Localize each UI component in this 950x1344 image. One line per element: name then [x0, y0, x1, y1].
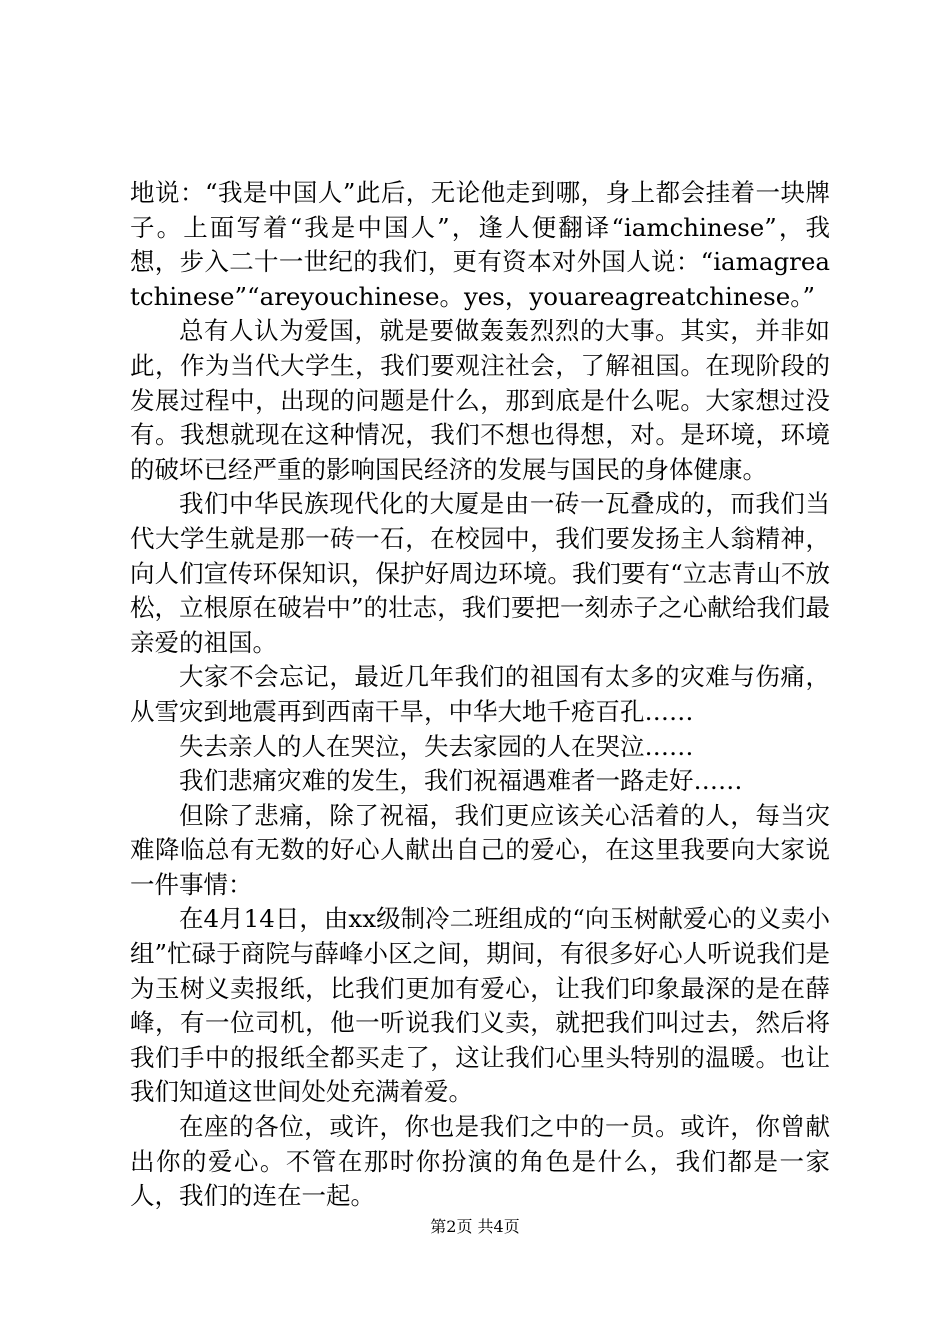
page-number-footer: 第2页 共4页: [430, 1217, 520, 1236]
paragraph: 大家不会忘记，最近几年我们的祖国有太多的灾难与伤痛，从雪灾到地震再到西南干旱，中华大地千疮百孔……: [130, 662, 830, 726]
paragraph: 在4月14日，由xx级制冷二班组成的“向玉树献爱心的义卖小组”忙碌于商院与薛峰小区之间，期间，有很多好心人听说我们是为玉树义卖报纸，比我们更加有爱心，让我们印象最深的是在薛峰，有一位司机，他一听说我们义卖，就把我们叫过去，然后将我们手中的报纸全都买走了，这让我们心里头特别的温暖。也让我们知道这世间处处充满着爱。: [130, 904, 830, 1107]
paragraph: 失去亲人的人在哭泣，失去家园的人在哭泣……: [179, 731, 694, 761]
body-text: [130, 176, 830, 1214]
paragraph: 我们中华民族现代化的大厦是由一砖一瓦叠成的，而我们当代大学生就是那一砖一石，在校园中，我们要发扬主人翁精神，向人们宣传环保知识，保护好周边环境。我们要有“立志青山不放松，立根原在破岩中”的壮志，我们要把一刻赤子之心献给我们最亲爱的祖国。: [130, 489, 830, 657]
paragraph: 但除了悲痛，除了祝福，我们更应该关心活着的人，每当灾难降临总有无数的好心人献出自己的爱心，在这里我要向大家说一件事情：: [130, 800, 830, 899]
paragraph: 我们悲痛灾难的发生，我们祝福遇难者一路走好……: [179, 766, 743, 796]
paragraph: 在座的各位，或许，你也是我们之中的一员。或许，你曾献出你的爱心。不管在那时你扮演的角色是什么，我们都是一家人，我们的连在一起。: [130, 1112, 830, 1211]
paragraph-continuation: 地说：“我是中国人”此后，无论他走到哪，身上都会挂着一块牌子。上面写着“我是中国人”，逢人便翻译“iamchinese”，我想，步入二十一世纪的我们，更有资本对外国人说：“iamagreatchinese”“areyouchinese。yes，youareagreatchinese。”: [130, 178, 830, 311]
paragraph: 总有人认为爱国，就是要做轰轰烈烈的大事。其实，并非如此，作为当代大学生，我们要观注社会，了解祖国。在现阶段的发展过程中，出现的问题是什么，那到底是什么呢。大家想过没有。我想就现在这种情况，我们不想也得想，对。是环境，环境的破坏已经严重的影响国民经济的发展与国民的身体健康。: [130, 316, 830, 484]
